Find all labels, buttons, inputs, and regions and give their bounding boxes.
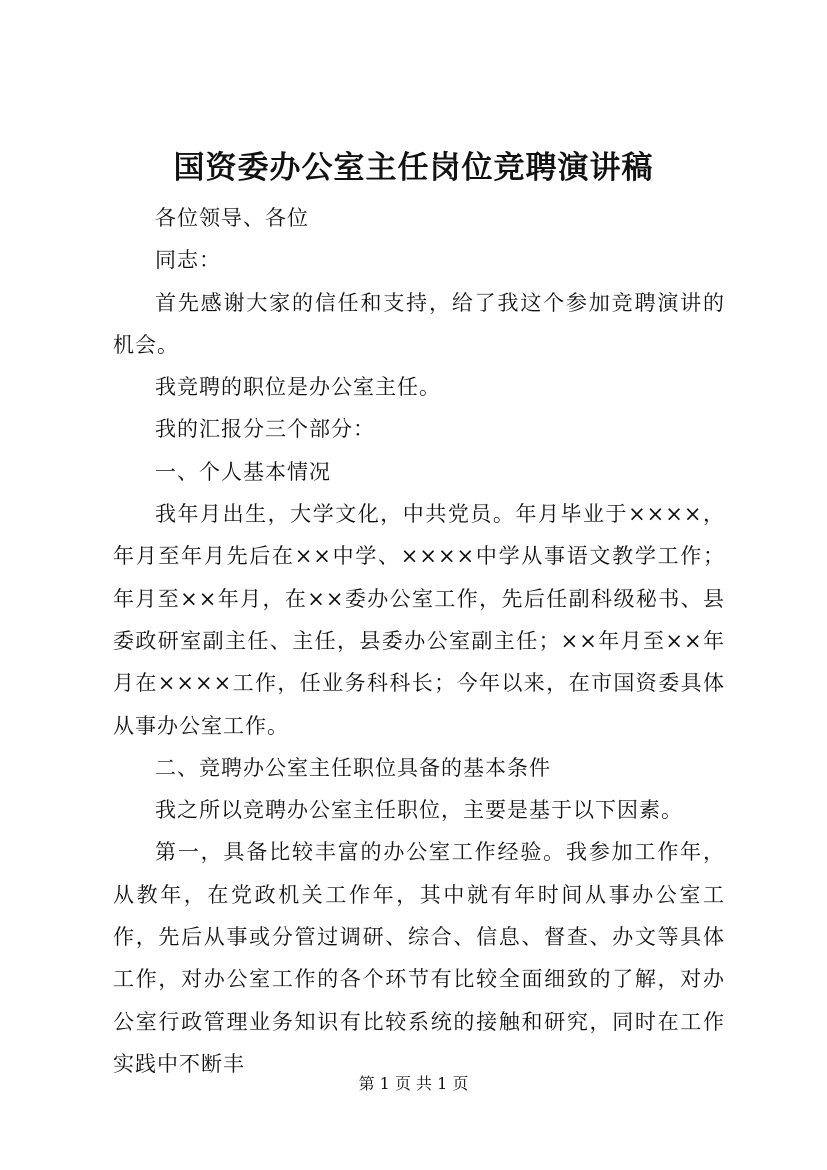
document-title: 国资委办公室主任岗位竞聘演讲稿 (173, 150, 654, 186)
paragraph: 第一，具备比较丰富的办公室工作经验。我参加工作年，从教年，在党政机关工作年，其中就有年时间从事办公室工作，先后从事或分管过调研、综合、信息、督查、办文等具体工作，对办公室工作的各个环节有比较全面细致的了解，对办公室行政管理业务知识有比较系统的接触和研究，同时在工作实践中不断丰 (113, 840, 725, 1076)
paragraph: 我之所以竞聘办公室主任职位，主要是基于以下因素。 (155, 798, 683, 823)
paragraph: 我的汇报分三个部分： (155, 417, 375, 442)
paragraph: 各位领导、各位 (155, 206, 309, 230)
page-footer: 第 1 页 共 1 页 (358, 1074, 469, 1093)
paragraph: 二、竞聘办公室主任职位具备的基本条件 (155, 755, 551, 780)
paragraph: 一、个人基本情况 (155, 459, 331, 484)
paragraph: 首先感谢大家的信任和支持，给了我这个参加竞聘演讲的机会。 (113, 290, 725, 357)
paragraph: 我竞聘的职位是办公室主任。 (155, 375, 441, 400)
paragraph: 我年月出生，大学文化，中共党员。年月毕业于××××，年月至年月先后在××中学、××××中学从事语文教学工作；年月至××年月，在××委办公室工作，先后任副科级秘书、县委政研室副主任、主任，县委办公室副主任；××年月至××年月在××××工作，任业务科科长；今年以来，在市国资委具体从事办公室工作。 (113, 502, 725, 738)
document-body (113, 197, 725, 1085)
paragraph: 同志： (155, 248, 221, 273)
